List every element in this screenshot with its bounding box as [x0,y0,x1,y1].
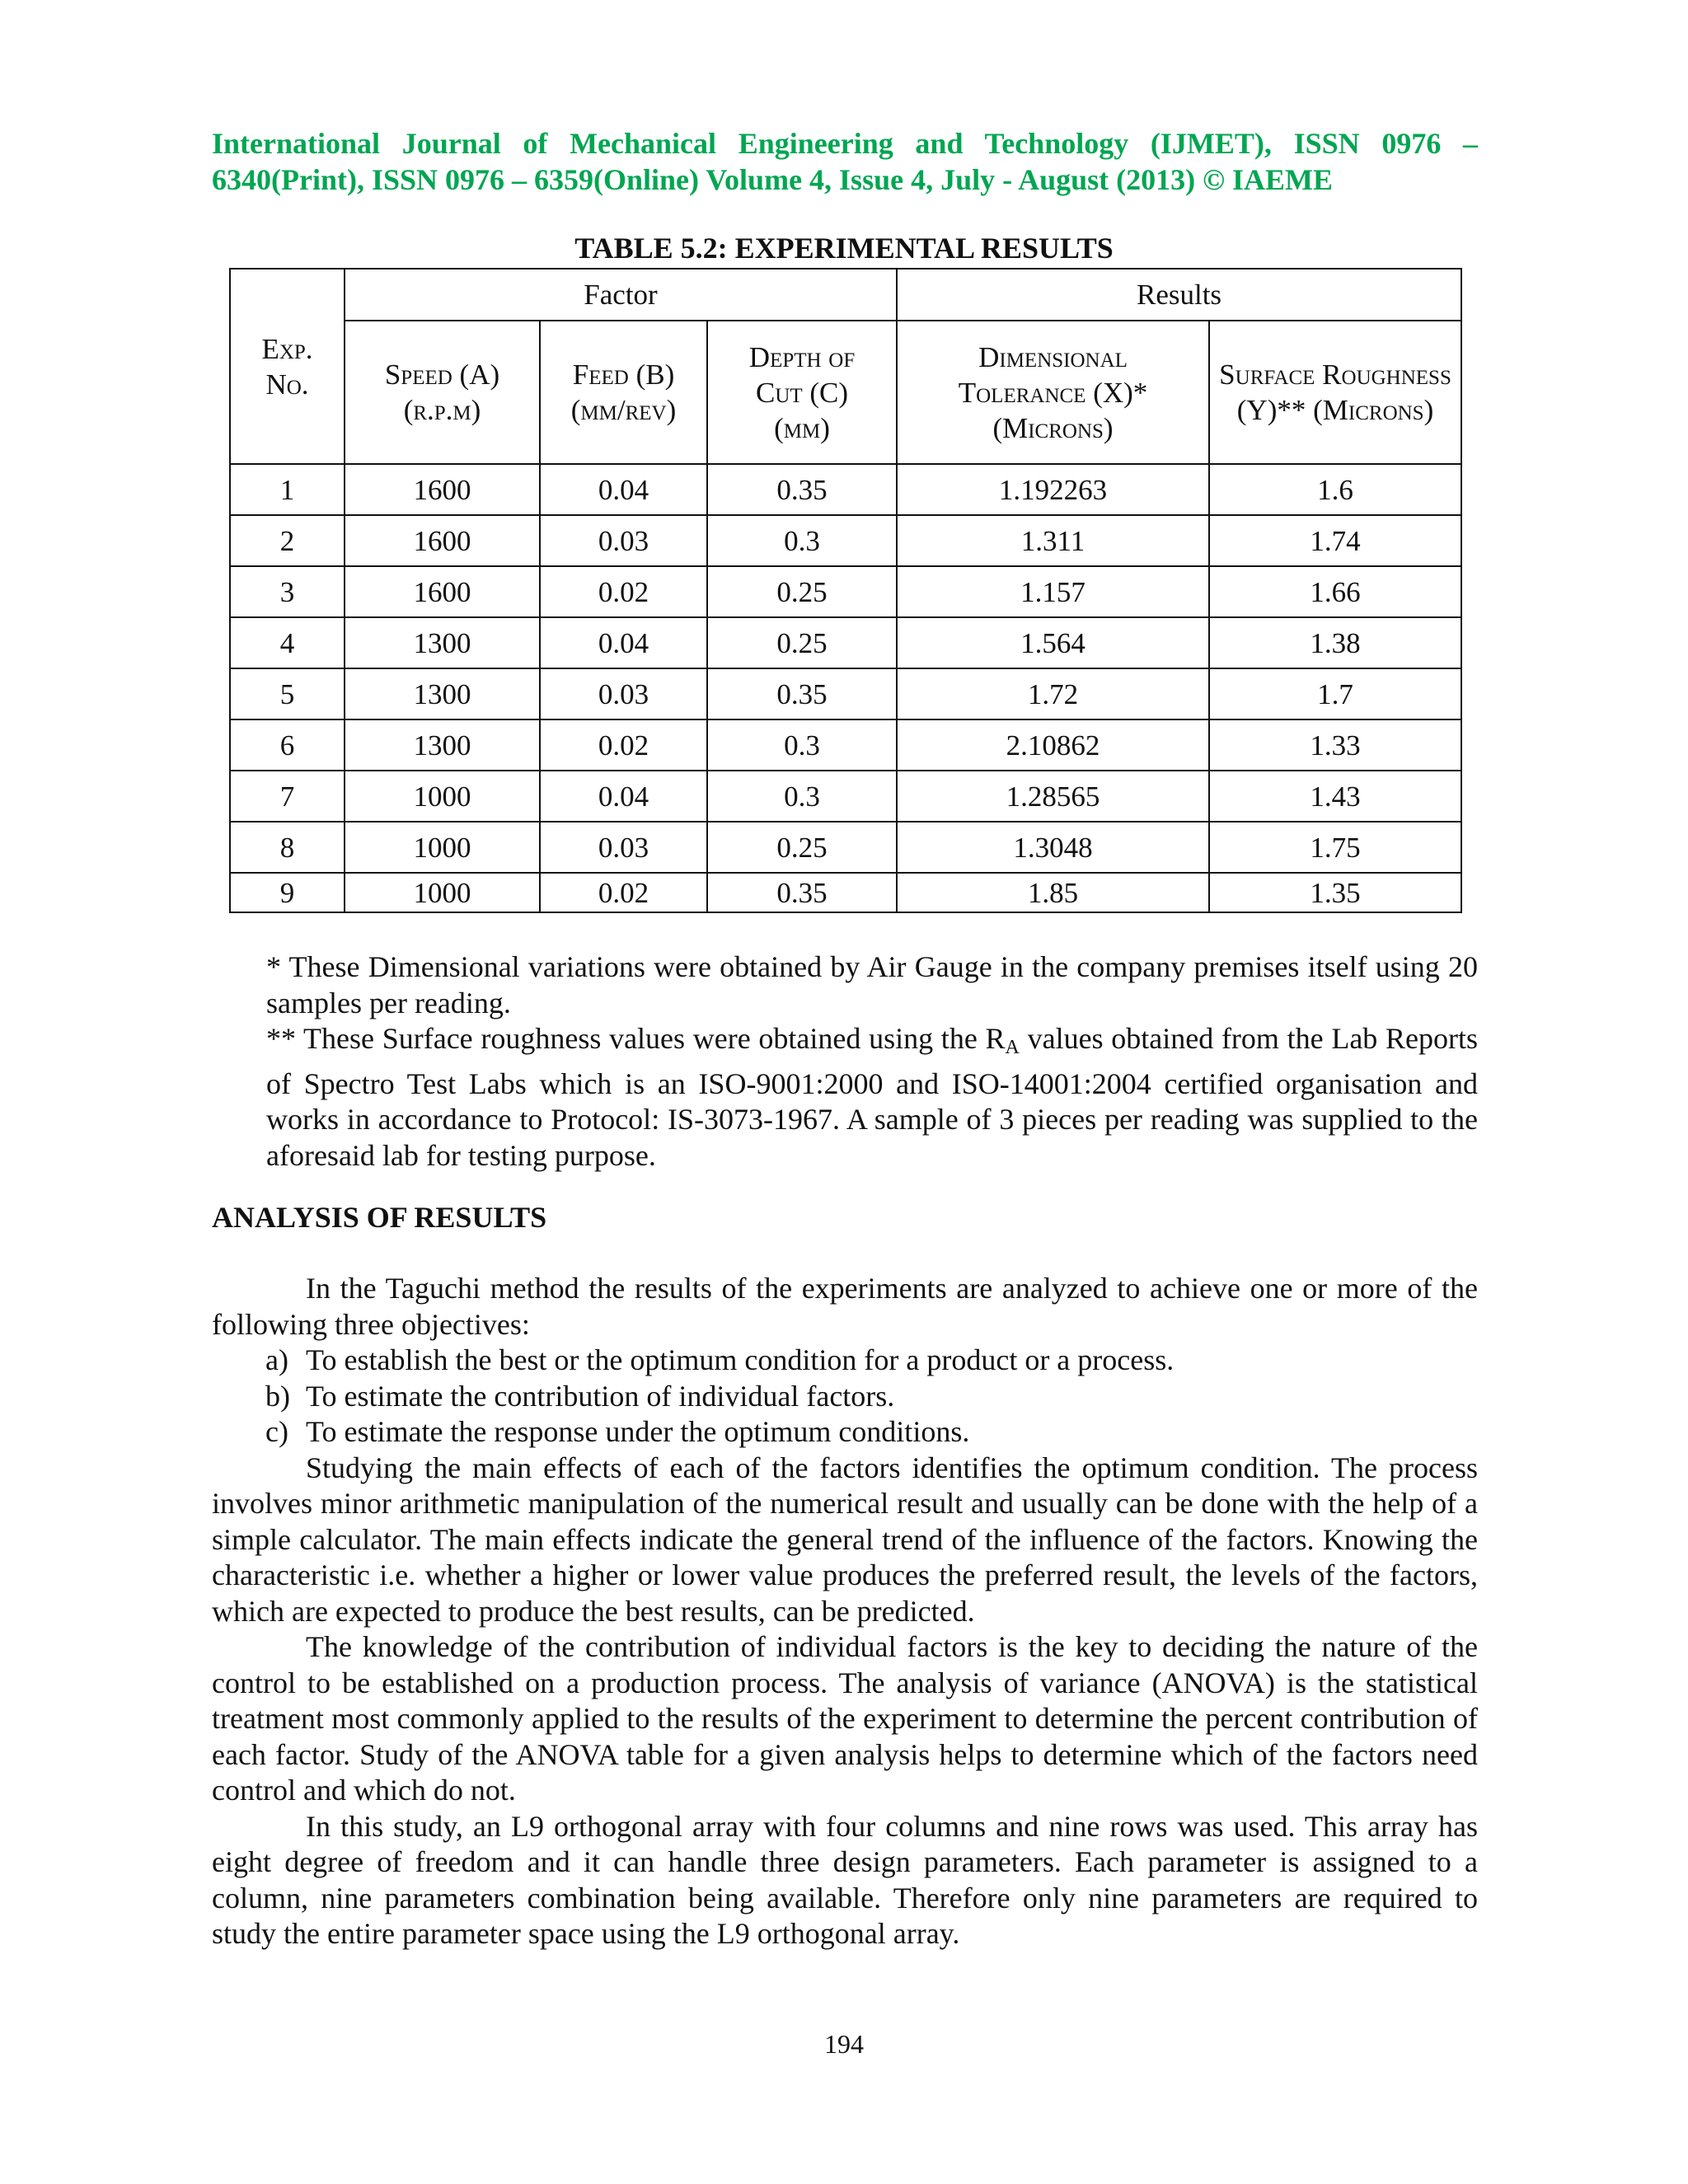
table-cell: 1.28565 [897,771,1209,822]
intro-paragraph: In the Taguchi method the results of the experiments are analyzed to achieve one or more of the following three objectives: [212,1272,1478,1341]
table-cell: 4 [230,617,345,668]
table-cell: 1300 [345,719,540,771]
table-cell: 1 [230,464,345,515]
analysis-body [212,1271,1478,1952]
table-cell: 0.35 [707,873,897,912]
table-cell: 7 [230,771,345,822]
list-marker: b) [265,1379,290,1413]
col-surface-roughness: Surface Roughness (Y)** (Microns) [1209,321,1461,464]
paragraph-3: In this study, an L9 orthogonal array with four columns and nine rows was used. This array has eight degree of freedom and it can handle three design parameters. Each parameter is assigned to a column, nine parameters combination being available. Therefore only nine parameters are required to study the entire parameter space using the L9 orthogonal array. [212,1809,1478,1950]
table-cell: 9 [230,873,345,912]
section-heading: ANALYSIS OF RESULTS [212,1201,547,1234]
table-row [230,822,1461,873]
list-marker: a) [265,1343,288,1376]
table-cell: 1.6 [1209,464,1461,515]
table-cell: 1.3048 [897,822,1209,873]
table-cell: 1.33 [1209,719,1461,771]
table-cell: 1600 [345,515,540,566]
table-cell: 0.04 [540,464,707,515]
table-cell: 1600 [345,566,540,617]
table-cell: 1000 [345,771,540,822]
footnote-1: * These Dimensional variations were obtained by Air Gauge in the company premises itself using 20 samples per reading. [266,950,1478,1019]
col-dim-tolerance: Dimensional Tolerance (X)* (Microns) [897,321,1209,464]
table-cell: 0.3 [707,719,897,771]
table-row [230,668,1461,719]
list-text: To estimate the response under the optimum conditions. [306,1415,970,1448]
footnote-2-text-a: ** These Surface roughness values were obtained using the R [266,1022,1006,1055]
col-feed: Feed (B) (mm/rev) [540,321,707,464]
table-title: TABLE 5.2: EXPERIMENTAL RESULTS [574,232,1114,265]
table-cell: 1.75 [1209,822,1461,873]
table-cell: 1300 [345,617,540,668]
list-text: To establish the best or the optimum condition for a product or a process. [306,1343,1175,1376]
table-cell: 0.35 [707,464,897,515]
list-item [265,1379,1478,1415]
table-row [230,771,1461,822]
table-cell: 1.7 [1209,668,1461,719]
table-cell: 3 [230,566,345,617]
table-cell: 1300 [345,668,540,719]
table-cell: 0.04 [540,617,707,668]
group-factor: Factor [345,269,897,321]
table-row [230,566,1461,617]
table-cell: 6 [230,719,345,771]
table-cell: 1000 [345,873,540,912]
paragraph-1: Studying the main effects of each of the factors identifies the optimum condition. The process involves minor arithmetic manipulation of the numerical result and usually can be done with the help of a simple calculator. The main effects indicate the general trend of the influence of the factors. Knowing the characteristic i.e. whether a higher or lower value produces the preferred result, the levels of the factors, which are expected to produce the best results, can be predicted. [212,1451,1478,1628]
table-cell: 1.66 [1209,566,1461,617]
table-cell: 0.02 [540,719,707,771]
footnote-2 [266,1021,1478,1174]
list-item [265,1414,1478,1451]
page-number: 194 [824,2029,864,2059]
footnote-2-subscript: A [1005,1037,1020,1058]
footnote-2-text-b: values obtained from the Lab Reports of Spectro Test Labs which is an ISO-9001:2000 and ISO-14001:2004 certified organisation and works in accordance to Protocol: IS-3073-1967. A sample of 3 pieces per reading was supplied to the aforesaid lab for testing purpose. [266,1022,1478,1172]
table-row [230,719,1461,771]
col-speed: Speed (A)(r.p.m) [345,321,540,464]
table-cell: 2.10862 [897,719,1209,771]
table-cell: 0.03 [540,822,707,873]
journal-header: International Journal of Mechanical Engineering and Technology (IJMET), ISSN 0976 – 6340(Print), ISSN 0976 – 6359(Online) Volume 4, Issue 4, July - August (2013) © IAEME [212,127,1478,196]
table-cell: 1.192263 [897,464,1209,515]
table-cell: 0.35 [707,668,897,719]
table-cell: 0.02 [540,566,707,617]
table-row [230,873,1461,912]
table-cell: 1.43 [1209,771,1461,822]
table-cell: 1.157 [897,566,1209,617]
table-cell: 1000 [345,822,540,873]
table-cell: 0.04 [540,771,707,822]
paragraph-2: The knowledge of the contribution of individual factors is the key to deciding the nature of the control to be established on a production process. The analysis of variance (ANOVA) is the statistical treatment most commonly applied to the results of the experiment to determine the percent contribution of each factor. Study of the ANOVA table for a given analysis helps to determine which of the factors need control and which do not. [212,1630,1478,1807]
table-cell: 0.3 [707,515,897,566]
table-cell: 0.3 [707,771,897,822]
table-cell: 1.311 [897,515,1209,566]
table-cell: 0.03 [540,668,707,719]
table-cell: 0.03 [540,515,707,566]
group-results: Results [897,269,1461,321]
list-text: To estimate the contribution of individual factors. [306,1379,895,1413]
experimental-results-table [229,268,1462,913]
list-item [265,1343,1478,1379]
table-cell: 1.38 [1209,617,1461,668]
table-cell: 1.564 [897,617,1209,668]
table-cell: 0.25 [707,617,897,668]
table-cell: 1600 [345,464,540,515]
table-cell: 0.02 [540,873,707,912]
table-cell: 5 [230,668,345,719]
table-cell: 0.25 [707,822,897,873]
col-exp-no: Exp. No. [230,269,345,464]
table-row [230,464,1461,515]
table-row [230,617,1461,668]
list-marker: c) [265,1415,288,1448]
table-cell: 1.35 [1209,873,1461,912]
col-depth: Depth of Cut (C) (mm) [707,321,897,464]
table-cell: 1.72 [897,668,1209,719]
table-cell: 1.85 [897,873,1209,912]
table-cell: 8 [230,822,345,873]
table-cell: 0.25 [707,566,897,617]
table-cell: 1.74 [1209,515,1461,566]
table-cell: 2 [230,515,345,566]
table-row [230,515,1461,566]
